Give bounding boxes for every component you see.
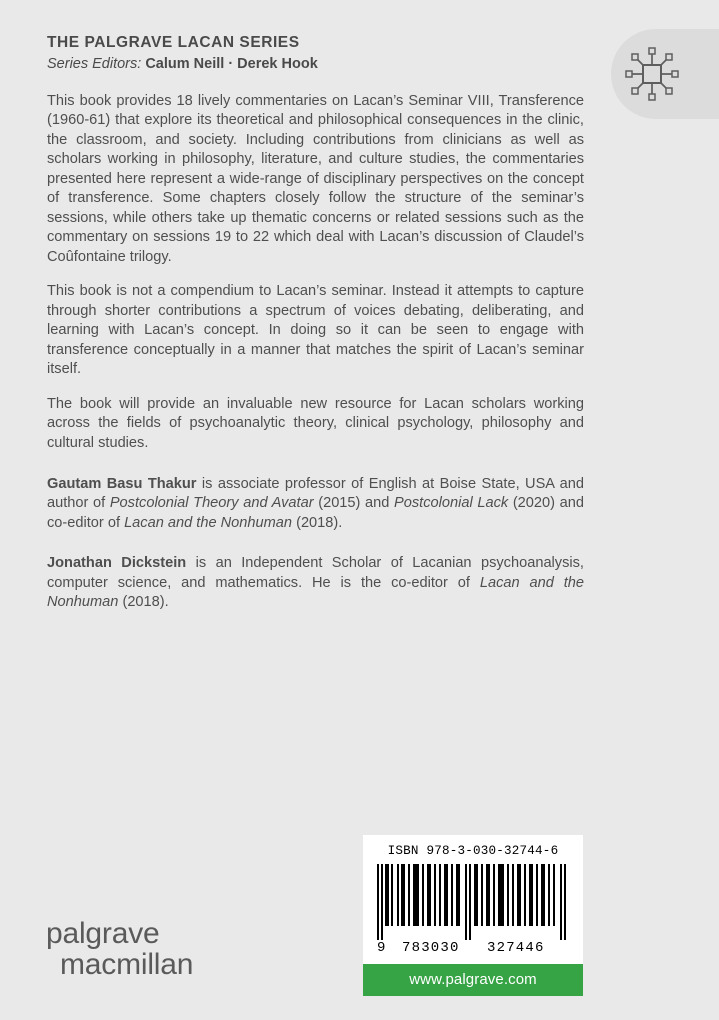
author-bio-1: [47, 475, 584, 533]
blurb-paragraph-1: This book provides 18 lively commentaries on Lacan’s Seminar VIII, Transference (1960-61) that explore its theoretical and philosophical consequences in the clinic, the classroom, and society. Including contributions from clinicians as well as scholars working in philosophy, literature, and culture studies, the commentaries presented here represent a wide-range of disciplinary perspectives on the concept of transference. Some chapters closely follow the structure of the seminar’s sessions, while others take up thematic concerns or related sessions such as the commentary on sessions 19 to 22 which deal with Lacan’s discussion of Claudel’s Coûfontaine trilogy.: [47, 93, 584, 265]
series-title: THE PALGRAVE LACAN SERIES: [47, 34, 300, 51]
publisher-logo-line-2: macmillan: [60, 948, 194, 982]
blurb-paragraph-2: This book is not a compendium to Lacan’s seminar. Instead it attempts to capture through shorter contributions a spectrum of voices debating, deliberating, and learning with Lacan’s concept. In doing so it can be seen to engage with transference conceptually in a manner that matches the spirit of Lacan’s seminar itself.: [47, 283, 584, 378]
blurb-paragraph-3: The book will provide an invaluable new resource for Lacan scholars working across the fields of psychoanalytic theory, clinical psychology, philosophy and cultural studies.: [47, 395, 584, 451]
publisher-url-bar[interactable]: www.palgrave.com: [363, 964, 583, 996]
author-bio-1-text-1: is associate professor of English at Boise State, USA and author of: [47, 475, 584, 512]
lacan-series-emblem-icon: [623, 45, 681, 103]
author-bio-2: [47, 554, 584, 612]
author-work-1-2: Postcolonial Lack: [394, 495, 509, 512]
series-header: [47, 33, 587, 75]
author-bio-2-text-1: is an Independent Scholar of Lacanian psychoanalysis, computer science, and mathematics. He is the co-editor of: [47, 555, 584, 591]
author-name-2: Jonathan Dickstein: [47, 555, 187, 572]
barcode-digit-middle: 783030: [402, 940, 460, 956]
publisher-logo-line-1: palgrave: [46, 917, 160, 950]
isbn-label: ISBN 978-3-030-32744-6: [387, 844, 559, 858]
barcode-digit-right: 327446: [487, 940, 545, 956]
barcode-graphic: [377, 864, 569, 940]
author-bio-1-text-2: (2015) and: [313, 495, 395, 512]
back-cover-blurb: [47, 92, 584, 613]
series-editors: [47, 55, 587, 75]
publisher-logo: [46, 918, 221, 980]
author-work-2-1: Lacan and the Nonhuman: [47, 574, 584, 611]
series-emblem-badge: [611, 29, 719, 119]
author-bio-1-text-3: (2020) and co-editor of: [47, 495, 584, 531]
author-work-1-1: Postcolonial Theory and Avatar: [109, 495, 314, 512]
barcode-bars-icon: [377, 864, 569, 940]
barcode-digits: [377, 940, 569, 959]
series-editors-label: Series Editors:: [47, 56, 142, 73]
isbn-barcode-block: [363, 835, 583, 996]
barcode-digit-left: 9: [377, 940, 387, 956]
series-editors-names: Calum Neill · Derek Hook: [145, 56, 318, 73]
author-work-1-3: Lacan and the Nonhuman: [124, 514, 293, 531]
author-bio-2-text-2: (2018).: [118, 594, 169, 611]
author-bio-1-text-4: (2018).: [292, 514, 343, 531]
author-name-1: Gautam Basu Thakur: [47, 475, 197, 492]
